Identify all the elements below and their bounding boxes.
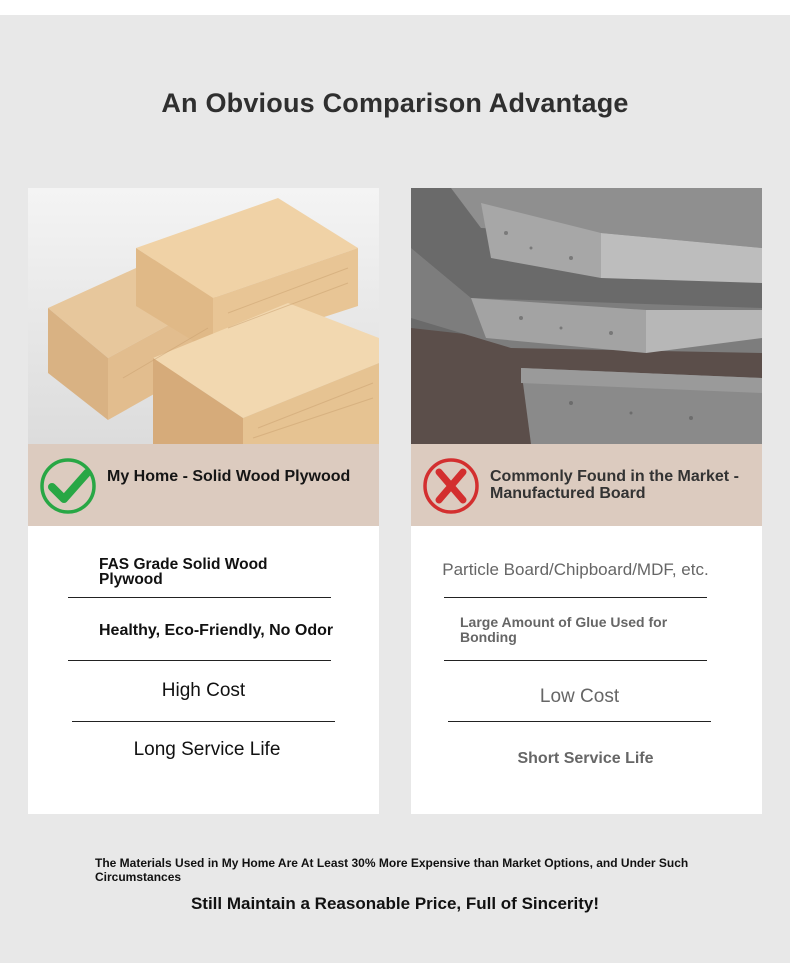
particle-board-stack-image bbox=[411, 188, 762, 444]
solid-wood-row-grade bbox=[68, 526, 331, 598]
manufactured-row-type bbox=[444, 526, 707, 598]
solid-wood-card bbox=[28, 188, 379, 814]
manufactured-board-label-band bbox=[411, 444, 762, 526]
page-title: An Obvious Comparison Advantage bbox=[161, 88, 629, 118]
solid-wood-label: My Home - Solid Wood Plywood bbox=[107, 468, 351, 485]
solid-wood-row-health bbox=[68, 598, 334, 661]
footer-note: The Materials Used in My Home Are At Least 30% More Expensive than Market Options, and Under Such Circumstances bbox=[95, 856, 689, 884]
check-icon bbox=[39, 457, 97, 515]
row-text: High Cost bbox=[161, 680, 246, 701]
solid-wood-row-cost bbox=[72, 661, 335, 722]
manufactured-board-card bbox=[411, 188, 762, 814]
manufactured-board-label: Commonly Found in the Market - Manufactured Board bbox=[490, 468, 739, 502]
row-text: Large Amount of Glue Used for Bonding bbox=[460, 614, 668, 645]
row-text: Particle Board/Chipboard/MDF, etc. bbox=[442, 560, 709, 579]
manufactured-row-cost bbox=[448, 661, 711, 722]
row-text: FAS Grade Solid Wood Plywood bbox=[99, 556, 268, 588]
row-text: Short Service Life bbox=[517, 750, 654, 767]
solid-wood-planks-image bbox=[28, 188, 379, 444]
manufactured-row-glue bbox=[444, 598, 707, 661]
footer-tagline: Still Maintain a Reasonable Price, Full of Sincerity! bbox=[190, 894, 600, 913]
solid-wood-label-band bbox=[28, 444, 379, 526]
row-text: Healthy, Eco-Friendly, No Odor bbox=[99, 622, 334, 639]
cross-icon bbox=[422, 457, 480, 515]
row-text: Long Service Life bbox=[133, 739, 281, 760]
row-text: Low Cost bbox=[539, 686, 620, 707]
solid-wood-row-life bbox=[72, 722, 335, 782]
manufactured-row-life bbox=[444, 722, 707, 782]
